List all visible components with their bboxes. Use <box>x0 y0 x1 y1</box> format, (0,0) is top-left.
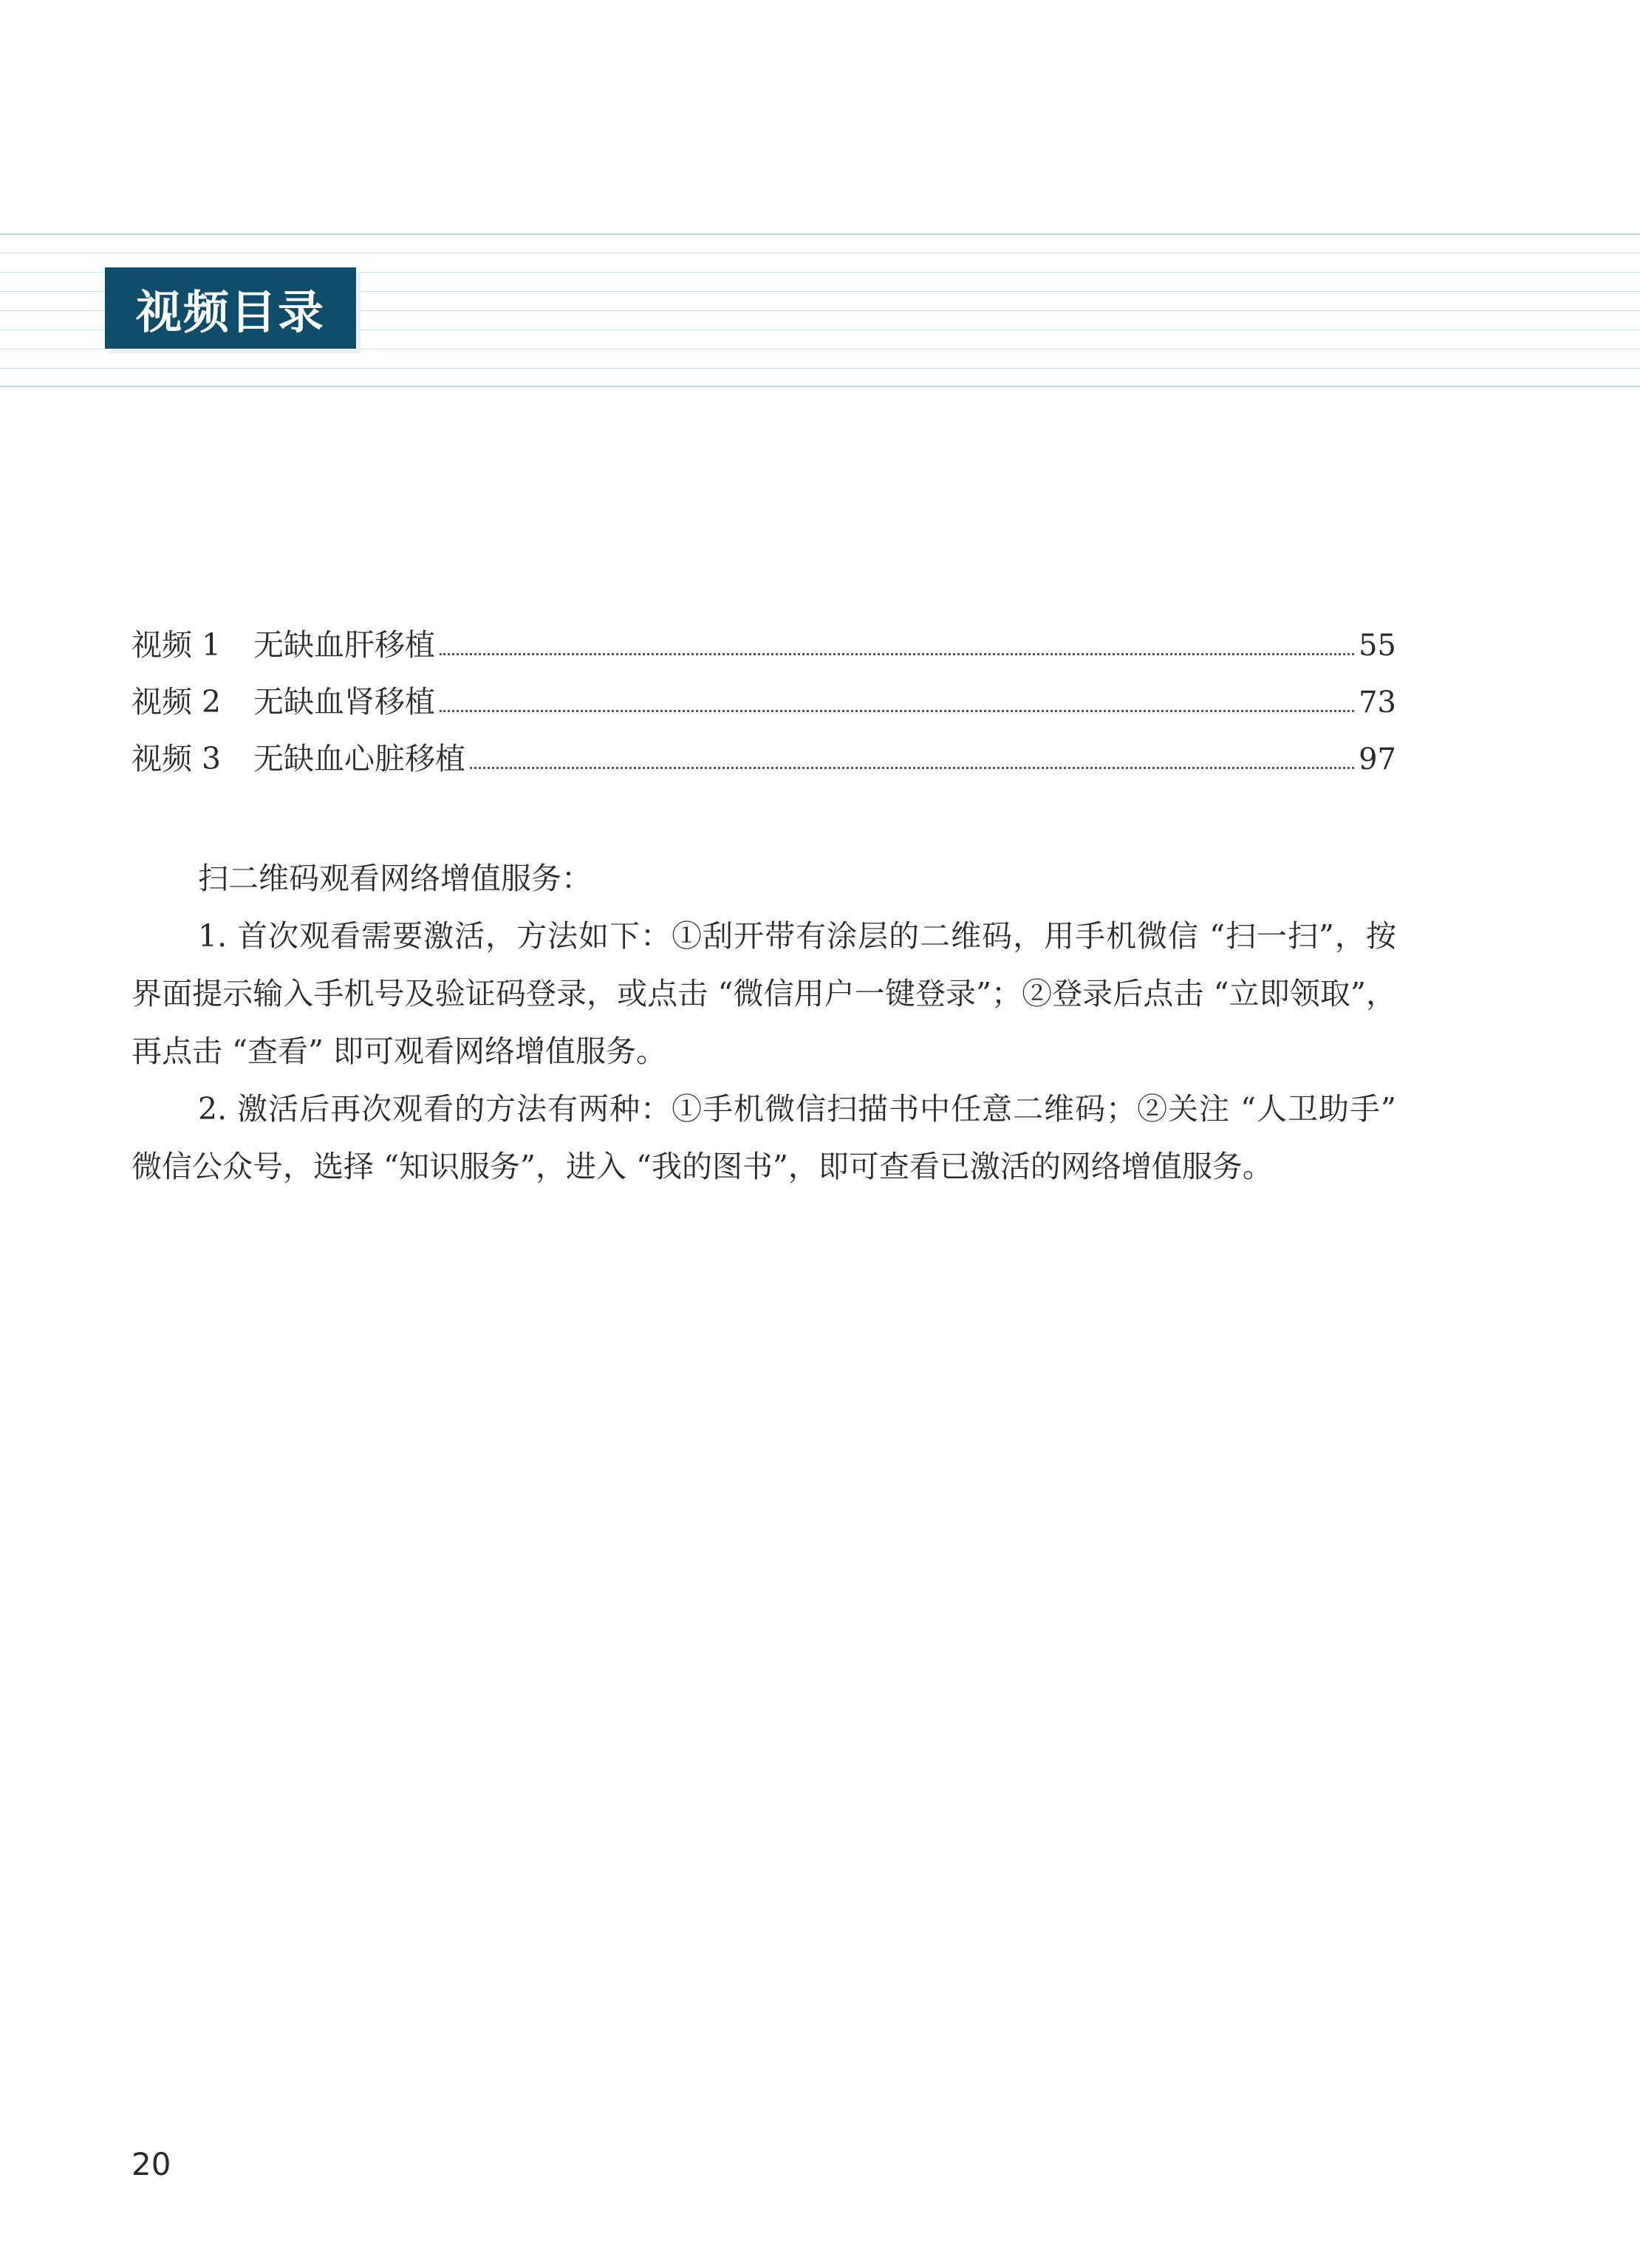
toc-entry-title: 无缺血肝移植 <box>253 627 435 663</box>
toc-dot-leader <box>440 652 1354 655</box>
page-number: 20 <box>131 2146 171 2182</box>
section-title: 视频目录 <box>135 284 325 339</box>
toc-dot-leader <box>440 709 1354 712</box>
toc-entry[interactable] <box>131 677 1396 734</box>
header-stripe <box>0 368 1640 369</box>
instructions-intro: 扫二维码观看网络增值服务： <box>198 861 592 896</box>
toc-entry-page: 97 <box>1359 742 1396 776</box>
toc-dot-leader <box>470 766 1354 769</box>
header-stripe <box>0 233 1640 235</box>
instructions-step-1: 1. 首次观看需要激活，方法如下：①刮开带有涂层的二维码，用手机微信 “扫一扫”，按界面提示输入手机号及验证码登录，或点击 “微信用户一键登录”；②登录后点击 “立即领取”，再点击 “查看” 即可观看网络增值服务。 <box>131 918 1396 1069</box>
toc-entry-label: 视频 1 <box>131 627 222 663</box>
toc-entry-page: 73 <box>1359 686 1396 720</box>
toc-entry-title: 无缺血肾移植 <box>253 684 435 720</box>
instructions-step-2: 2. 激活后再次观看的方法有两种：①手机微信扫描书中任意二维码；②关注 “人卫助手” 微信公众号，选择 “知识服务”，进入 “我的图书”，即可查看已激活的网络增值服务。 <box>131 1091 1396 1184</box>
toc-entry-page: 55 <box>1359 629 1396 663</box>
section-title-box <box>105 267 356 349</box>
toc-entry-label: 视频 2 <box>131 684 222 720</box>
video-toc <box>131 621 1396 791</box>
toc-entry[interactable] <box>131 734 1396 791</box>
header-stripe <box>0 386 1640 387</box>
instructions <box>131 850 1396 1195</box>
toc-entry-title: 无缺血心脏移植 <box>253 741 465 776</box>
toc-entry[interactable] <box>131 621 1396 677</box>
toc-entry-label: 视频 3 <box>131 741 222 776</box>
